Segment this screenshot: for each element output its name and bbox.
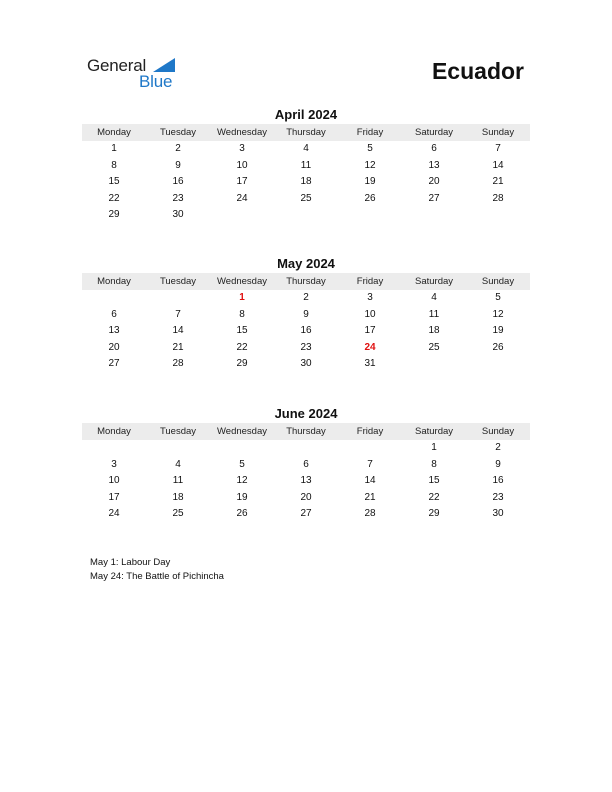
month-title: June 2024	[274, 406, 338, 421]
day-cell: 14	[364, 475, 376, 486]
day-cell: 21	[492, 176, 504, 187]
day-cell: 25	[172, 508, 184, 519]
empty-day-cell	[82, 440, 146, 457]
day-cell: 5	[239, 458, 245, 470]
day-cell: 24	[108, 508, 120, 519]
logo-flag-icon	[153, 58, 175, 72]
weekday-header-row	[82, 273, 530, 290]
weekday-header: Wednesday	[217, 127, 267, 138]
weekday-header: Tuesday	[159, 127, 197, 138]
day-cell: 7	[367, 458, 373, 470]
day-cell: 14	[492, 159, 504, 171]
holiday-note: May 24: The Battle of Pichincha	[90, 571, 224, 582]
day-cell: 22	[108, 192, 120, 204]
weekday-header: Sunday	[481, 426, 515, 437]
day-cell: 19	[492, 325, 504, 336]
day-cell: 11	[172, 475, 184, 486]
week-row	[82, 323, 530, 340]
week-row	[82, 506, 530, 523]
day-cell: 23	[300, 341, 312, 353]
day-cell: 2	[303, 292, 309, 303]
day-cell: 13	[300, 475, 312, 486]
day-cell: 12	[236, 475, 248, 486]
day-cell: 27	[108, 358, 120, 369]
generalblue-logo	[87, 56, 187, 92]
day-cell: 18	[300, 176, 312, 187]
empty-day-cell	[82, 290, 146, 307]
day-cell: 29	[236, 358, 248, 369]
day-cell: 22	[428, 491, 440, 503]
month-calendar	[82, 256, 530, 373]
day-cell: 31	[364, 358, 376, 369]
day-cell: 4	[303, 143, 309, 154]
day-cell: 8	[111, 159, 117, 171]
month-calendar	[82, 406, 530, 523]
day-cell: 12	[364, 159, 376, 171]
day-cell: 20	[300, 491, 312, 503]
weekday-header: Wednesday	[217, 276, 267, 287]
weekday-header: Sunday	[481, 276, 515, 287]
weekday-header: Sunday	[481, 127, 515, 138]
day-cell: 9	[303, 308, 309, 320]
day-cell: 27	[300, 508, 312, 519]
week-row	[82, 141, 530, 158]
day-cell: 17	[236, 176, 248, 187]
day-cell: 8	[239, 308, 245, 320]
day-cell: 14	[172, 325, 184, 336]
day-cell: 11	[428, 308, 440, 320]
day-cell: 3	[367, 292, 373, 303]
day-cell: 2	[495, 442, 501, 453]
day-cell: 25	[428, 341, 440, 353]
day-cell: 12	[492, 308, 504, 320]
day-cell: 30	[492, 508, 504, 519]
empty-day-cell	[146, 290, 210, 307]
month-title: May 2024	[277, 256, 335, 271]
day-cell: 29	[428, 508, 440, 519]
weekday-header: Saturday	[414, 127, 454, 138]
day-cell: 18	[428, 325, 440, 336]
day-cell: 6	[111, 308, 117, 320]
week-row	[82, 356, 530, 373]
empty-day-cell	[274, 440, 338, 457]
week-row	[82, 207, 530, 224]
day-cell: 7	[175, 308, 181, 320]
day-cell: 1	[431, 442, 437, 453]
day-cell: 3	[239, 143, 245, 154]
day-cell: 10	[108, 475, 120, 486]
day-cell: 10	[364, 308, 376, 320]
day-cell: 16	[300, 325, 312, 336]
day-cell: 11	[300, 159, 312, 171]
day-cell: 9	[495, 458, 501, 470]
day-cell: 6	[303, 458, 309, 470]
week-row	[82, 158, 530, 175]
day-cell: 17	[108, 491, 120, 503]
day-cell: 29	[108, 209, 120, 220]
empty-day-cell	[210, 440, 274, 457]
day-cell: 18	[172, 491, 184, 503]
empty-day-cell	[146, 440, 210, 457]
weekday-header: Friday	[356, 426, 384, 437]
day-cell: 30	[172, 209, 184, 220]
day-cell: 1	[111, 143, 117, 154]
empty-day-cell	[338, 440, 402, 457]
day-cell: 28	[172, 358, 184, 369]
day-cell: 15	[108, 176, 120, 187]
weekday-header: Friday	[356, 276, 384, 287]
empty-day-cell	[210, 207, 274, 224]
logo-word-general: General	[87, 56, 147, 75]
weekday-header: Thursday	[286, 426, 326, 437]
day-cell: 4	[175, 458, 181, 470]
empty-day-cell	[466, 207, 530, 224]
week-row	[82, 340, 530, 357]
week-row	[82, 457, 530, 474]
day-cell: 19	[236, 491, 248, 503]
week-row	[82, 290, 530, 307]
day-cell: 21	[172, 341, 184, 353]
holiday-day-cell: 24	[364, 341, 376, 353]
holiday-day-cell: 1	[239, 292, 245, 303]
empty-day-cell	[466, 356, 530, 373]
empty-day-cell	[274, 207, 338, 224]
weekday-header: Friday	[356, 127, 384, 138]
month-calendar	[82, 107, 530, 224]
day-cell: 9	[175, 159, 181, 171]
day-cell: 13	[108, 325, 120, 336]
holiday-notes	[90, 556, 224, 584]
day-cell: 28	[492, 192, 504, 204]
day-cell: 23	[172, 192, 184, 204]
empty-day-cell	[402, 207, 466, 224]
week-row	[82, 191, 530, 208]
day-cell: 16	[172, 176, 184, 187]
day-cell: 16	[492, 475, 504, 486]
weekday-header: Tuesday	[159, 276, 197, 287]
holiday-note: May 1: Labour Day	[90, 557, 171, 568]
weekday-header: Wednesday	[217, 426, 267, 437]
day-cell: 17	[364, 325, 376, 336]
day-cell: 27	[428, 192, 440, 204]
day-cell: 22	[236, 341, 248, 353]
day-cell: 30	[300, 358, 312, 369]
day-cell: 3	[111, 458, 117, 470]
day-cell: 26	[364, 192, 376, 204]
day-cell: 25	[300, 192, 312, 204]
weekday-header: Thursday	[286, 276, 326, 287]
day-cell: 2	[175, 143, 181, 154]
day-cell: 7	[495, 143, 501, 154]
weekday-header: Monday	[97, 426, 131, 437]
empty-day-cell	[338, 207, 402, 224]
day-cell: 20	[428, 176, 440, 187]
day-cell: 5	[367, 143, 373, 154]
day-cell: 10	[236, 159, 248, 171]
week-row	[82, 174, 530, 191]
day-cell: 26	[236, 508, 248, 519]
week-row	[82, 307, 530, 324]
day-cell: 8	[431, 458, 437, 470]
day-cell: 13	[428, 159, 440, 171]
day-cell: 20	[108, 341, 120, 353]
week-row	[82, 473, 530, 490]
weekday-header: Tuesday	[159, 426, 197, 437]
day-cell: 15	[428, 475, 440, 486]
weekday-header: Thursday	[286, 127, 326, 138]
day-cell: 21	[364, 491, 376, 503]
day-cell: 24	[236, 192, 248, 204]
day-cell: 5	[495, 292, 501, 303]
weekday-header: Saturday	[414, 276, 454, 287]
week-row	[82, 490, 530, 507]
weekday-header: Monday	[97, 127, 131, 138]
day-cell: 26	[492, 341, 504, 353]
day-cell: 15	[236, 325, 248, 336]
weekday-header: Saturday	[414, 426, 454, 437]
logo-word-blue: Blue	[139, 72, 173, 91]
month-title: April 2024	[274, 107, 338, 122]
weekday-header: Monday	[97, 276, 131, 287]
weekday-header-row	[82, 124, 530, 141]
day-cell: 6	[431, 143, 437, 154]
weekday-header-row	[82, 423, 530, 440]
week-row	[82, 440, 530, 457]
day-cell: 19	[364, 176, 376, 187]
day-cell: 28	[364, 508, 376, 519]
day-cell: 4	[431, 292, 437, 303]
country-title: Ecuador	[431, 58, 524, 84]
empty-day-cell	[402, 356, 466, 373]
day-cell: 23	[492, 491, 504, 503]
